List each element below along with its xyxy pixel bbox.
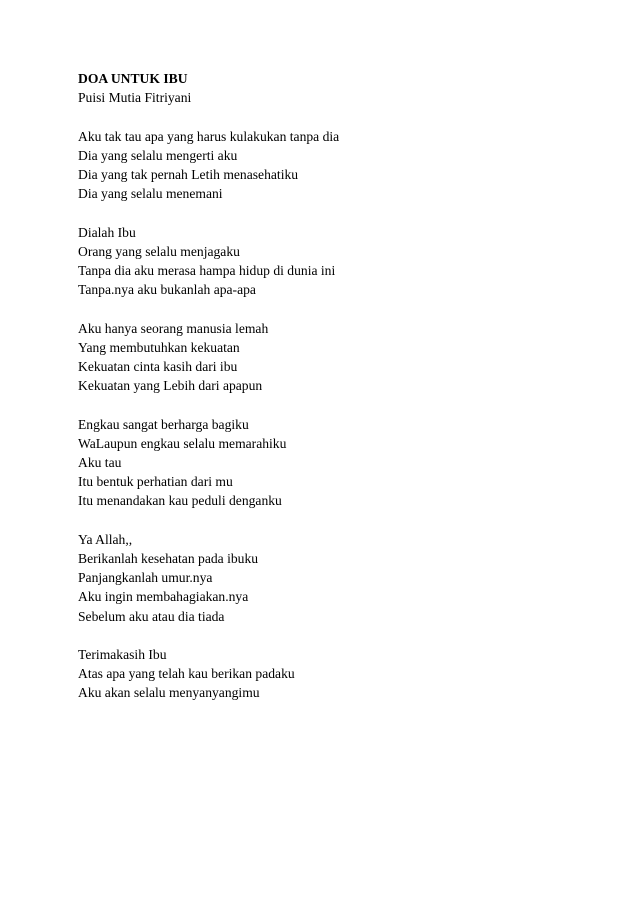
poem-line: Yang membutuhkan kekuatan [78, 339, 240, 355]
stanza-1 [78, 127, 598, 204]
stanza-5 [78, 530, 598, 626]
document-page [78, 69, 598, 703]
stanza-4 [78, 415, 598, 511]
poem-line: Atas apa yang telah kau berikan padaku [78, 666, 295, 682]
stanza-6 [78, 645, 598, 703]
poem-line: Sebelum aku atau dia tiada [78, 608, 225, 624]
poem-line: Dia yang selalu menemani [78, 186, 223, 202]
poem-line: Aku akan selalu menyanyangimu [78, 685, 260, 701]
poem-line: Aku hanya seorang manusia lemah [78, 320, 269, 336]
poem-line: Kekuatan cinta kasih dari ibu [78, 359, 238, 374]
poem-line: Itu bentuk perhatian dari mu [78, 474, 233, 490]
poem-line: Ya Allah,, [78, 531, 133, 547]
poem-line: Aku ingin membahagiakan.nya [78, 589, 249, 605]
poem-line: Engkau sangat berharga bagiku [78, 416, 249, 432]
poem-title: DOA UNTUK IBU [78, 71, 188, 86]
poem-line: Berikanlah kesehatan pada ibuku [78, 551, 259, 566]
poem-line: Itu menandakan kau peduli denganku [78, 493, 282, 509]
poem-author: Puisi Mutia Fitriyani [78, 90, 192, 106]
poem-line: Aku tak tau apa yang harus kulakukan tanpa dia [78, 128, 340, 144]
poem-line: Tanpa.nya aku bukanlah apa-apa [78, 282, 256, 298]
poem-line: Aku tau [78, 455, 122, 470]
poem-line: Dia yang tak pernah Letih menasehatiku [78, 167, 299, 182]
stanza-2 [78, 223, 598, 300]
poem-line: Dialah Ibu [78, 224, 136, 240]
poem-line: Panjangkanlah umur.nya [78, 570, 213, 586]
poem-line: Kekuatan yang Lebih dari apapun [78, 378, 263, 394]
poem-line: Orang yang selalu menjagaku [78, 243, 240, 259]
poem-line: Terimakasih Ibu [78, 647, 167, 662]
poem-line: Tanpa dia aku merasa hampa hidup di dunia ini [78, 263, 336, 278]
stanza-3 [78, 319, 598, 396]
poem-line: Dia yang selalu mengerti aku [78, 147, 238, 163]
poem-line: WaLaupun engkau selalu memarahiku [78, 435, 287, 451]
